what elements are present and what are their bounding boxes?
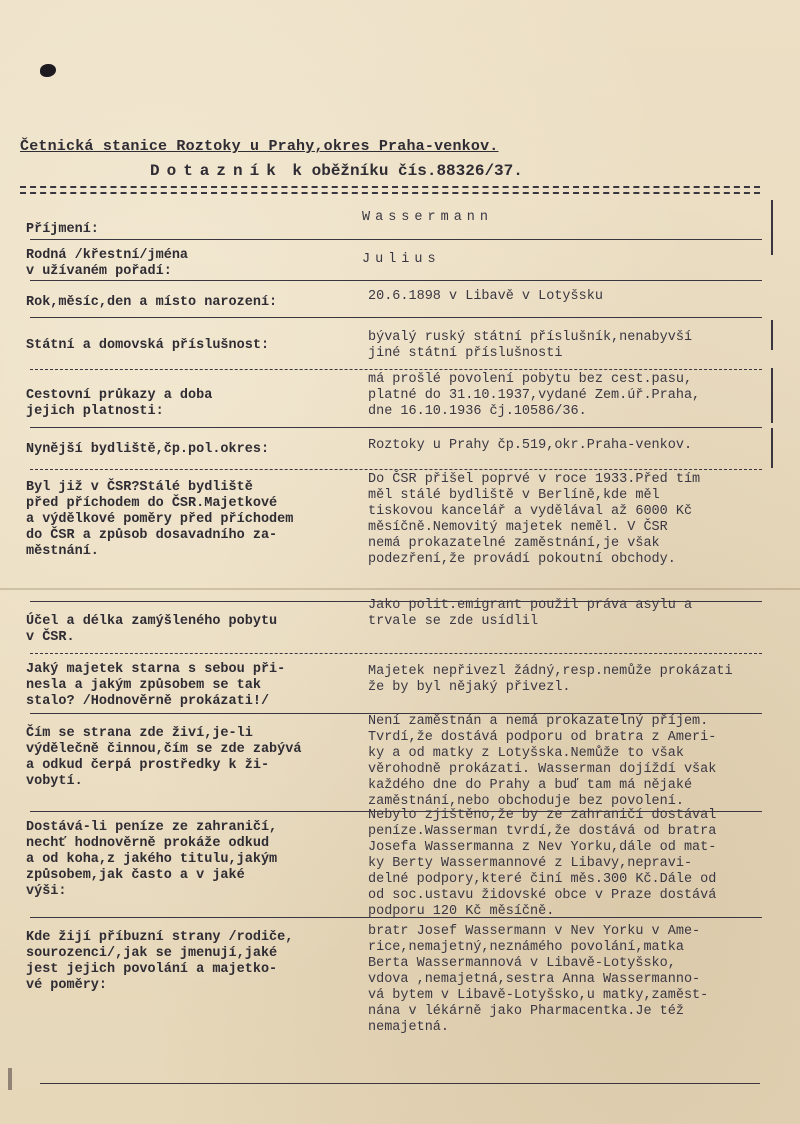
answer-value: má prošlé povolení pobytu bez cest.pasu, platné do 31.10.1937,vydané Zem.úř.Praha, dne 16.10.1936 čj.10586/36.	[368, 372, 701, 419]
row-foreign-money	[22, 808, 762, 919]
bottom-rule	[40, 1083, 760, 1084]
column-border	[771, 200, 773, 255]
column-border	[771, 368, 773, 423]
answer-value: Není zaměstnán a nemá prokazatelný příjem. Tvrdí,že dostává podporu od bratra z Ameri- ky a od matky z Lotyšska.Nemůže to však věrohodně prokázati. Wasserman dojíždí však každého dne do Prahy a buď tam má nějaké zaměstnání,nebo obchoduje bez povolení.	[368, 714, 717, 809]
answer-value: Jako polit.emigrant použil práva asylu a trvale se zde usídlil	[368, 598, 693, 629]
answer-value: Do ČSR přišel poprvé v roce 1933.Před tím měl stálé bydliště v Berlíně,kde měl tiskovou kancelář a vydělával až 6000 Kč měsíčně.Nemovitý majetek neměl. V ČSR nemá prokazatelné zaměstnání,je však podezření,že provádí pokoutní obchody.	[368, 472, 701, 567]
question-label: Rok,měsíc,den a místo narození:	[26, 295, 278, 310]
questionnaire-title	[150, 162, 523, 180]
row-property	[22, 654, 762, 714]
answer-value: Julius	[362, 252, 441, 267]
question-label: Státní a domovská příslušnost:	[26, 338, 270, 353]
question-label: Dostává-li peníze ze zahraničí, nechť hodnověrně prokáže odkud a od koha,z jakého titulu,jakým způsobem,jak často a v jaké výši:	[26, 820, 278, 899]
question-label: Rodná /křestní/jména v užívaném pořadí:	[26, 248, 189, 279]
margin-mark	[8, 1068, 12, 1090]
row-travel-documents	[22, 370, 762, 428]
questionnaire-word: Dotazník	[150, 162, 283, 180]
column-border	[771, 428, 773, 468]
station-title: Četnická stanice Roztoky u Prahy,okres Praha-venkov.	[20, 138, 499, 155]
ink-blot	[40, 64, 56, 77]
question-label: Cestovní průkazy a doba jejich platnosti:	[26, 388, 213, 419]
question-label: Jaký majetek starna s sebou při- nesla a jakým způsobem se tak stalo? /Hodnověrně prokázati!/	[26, 662, 286, 709]
row-purpose	[22, 598, 762, 654]
answer-value: Nebylo zjištěno,že by ze zahraničí dostával peníze.Wasserman tvrdí,že dostává od bratra Josefa Wassermanna z Nev Yorku,dále od mat- ky Berty Wassermannové z Libavy,nepravi- delné podpory,které činí měs.300 Kč.Dále od od soc.ustavu židovské obce v Praze dostává podporu 120 Kč měsíčně.	[368, 808, 717, 919]
row-relatives	[22, 918, 762, 1058]
row-surname	[22, 200, 762, 240]
header-divider-2	[20, 192, 760, 194]
column-border	[771, 320, 773, 350]
header-divider-1	[20, 186, 760, 188]
row-birth	[22, 281, 762, 318]
row-given-names	[22, 240, 762, 281]
row-citizenship	[22, 318, 762, 370]
question-label: Kde žijí příbuzní strany /rodiče, sourozenci/,jak se jmenují,jaké jest jejich povolání a majetko- vé poměry:	[26, 930, 294, 993]
answer-value: bývalý ruský státní příslušník,nenabyvší jiné státní příslušnosti	[368, 330, 693, 361]
row-previous-stay	[22, 470, 762, 602]
answer-value: Roztoky u Prahy čp.519,okr.Praha-venkov.	[368, 438, 693, 453]
answer-value: bratr Josef Wassermann v Nev Yorku v Ame- rice,nemajetný,neznámého povolání,matka Berta Wassermannová v Libavě-Lotyšsko, vdova ,nemajetná,sestra Anna Wassermanno- vá bytem v Libavě-Lotyšsko,u matky,zaměst- nána v lékárně jako Pharmacentka.Je též nemajetná.	[368, 924, 709, 1035]
questionnaire-reference: k oběžníku čís.88326/37.	[282, 162, 523, 180]
question-label: Příjmení:	[26, 222, 99, 237]
answer-value: Wassermann	[362, 210, 494, 225]
question-label: Nynější bydliště,čp.pol.okres:	[26, 442, 270, 457]
question-label: Byl již v ČSR?Stálé bydliště před příchodem do ČSR.Majetkové a výdělkové poměry před příchodem do ČSR a způsob dosavadního za- městnání.	[26, 480, 294, 559]
question-label: Účel a délka zamýšleného pobytu v ČSR.	[26, 614, 278, 645]
answer-value: Majetek nepřivezl žádný,resp.nemůže prokázati že by byl nějaký přivezl.	[368, 664, 733, 695]
answer-value: 20.6.1898 v Libavě v Lotyšsku	[368, 289, 603, 304]
question-label: Čím se strana zde živí,je-li výdělečně činnou,čím se zde zabývá a odkud čerpá prostředky k ži- vobytí.	[26, 726, 302, 789]
row-livelihood	[22, 714, 762, 812]
row-residence	[22, 428, 762, 470]
